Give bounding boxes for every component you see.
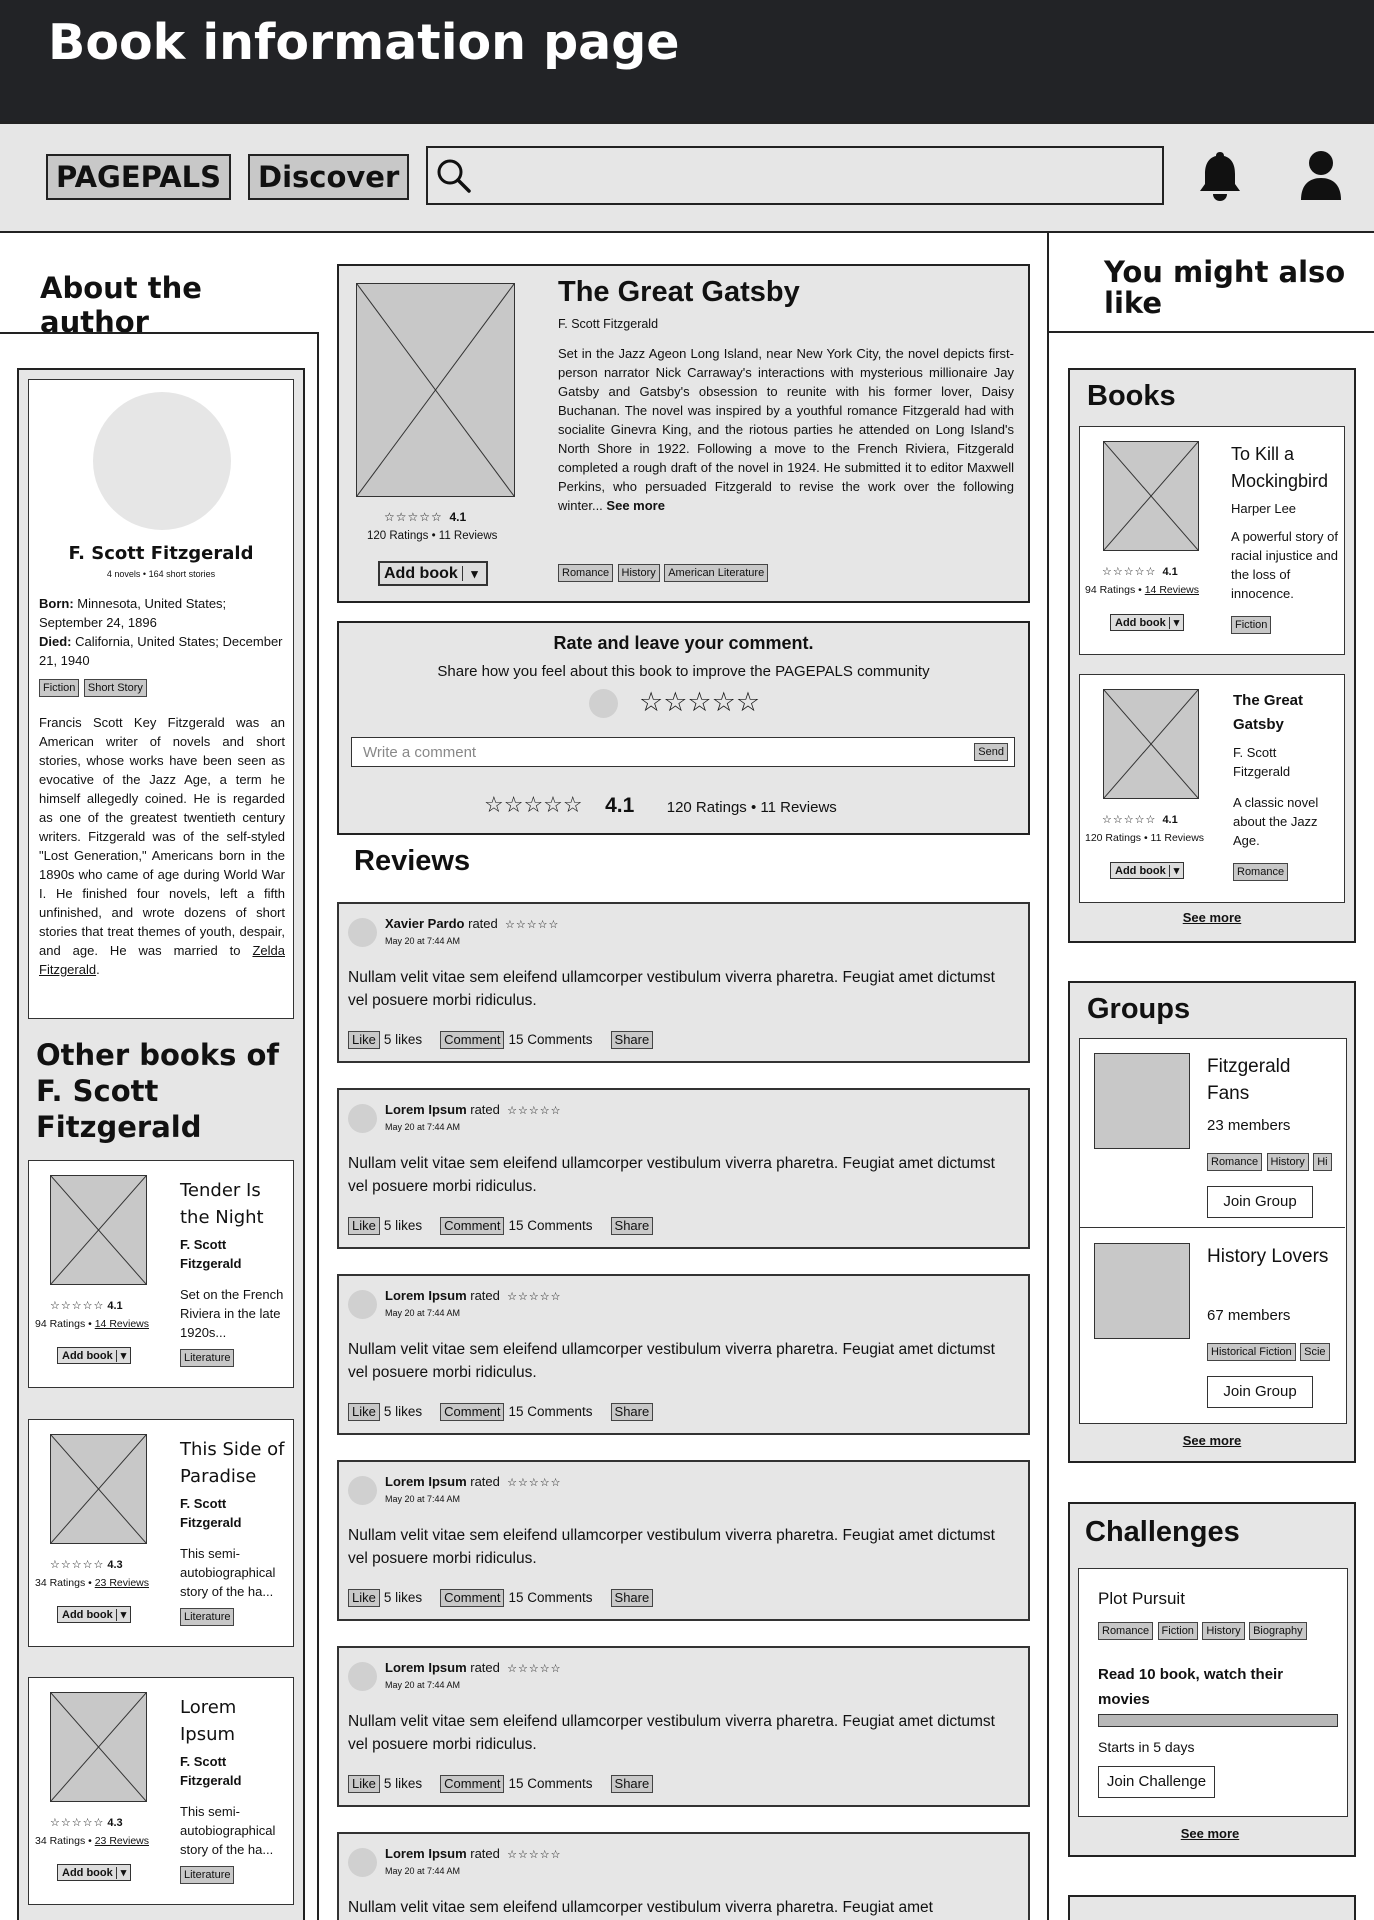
book-title[interactable]: This Side of Paradise	[180, 1439, 285, 1487]
review-actions	[348, 1031, 657, 1049]
about-author-header	[0, 233, 319, 339]
reviewer-line	[385, 1474, 561, 1489]
book-rating	[1102, 565, 1178, 578]
add-book-button[interactable]	[1110, 614, 1184, 631]
join-group-button[interactable]: Join Group	[1207, 1376, 1313, 1408]
book-description: This semi-autobiographical story of the ha...	[180, 1546, 276, 1599]
book-cover-placeholder	[50, 1434, 147, 1544]
send-button[interactable]: Send	[974, 743, 1008, 761]
rating-stars-icon: ☆☆☆☆☆	[507, 1848, 562, 1861]
book-rating	[50, 1299, 123, 1312]
comment-placeholder: Write a comment	[363, 744, 477, 761]
group-card[interactable]	[1080, 1229, 1345, 1421]
rating-value: 4.1	[605, 794, 635, 817]
groups-panel	[1068, 981, 1356, 1463]
reviews-link[interactable]: 14 Reviews	[1144, 584, 1199, 596]
reviews-title: Reviews	[354, 845, 471, 877]
add-book-button[interactable]	[1110, 862, 1184, 879]
book-title[interactable]: Lorem Ipsum	[180, 1697, 237, 1745]
reviewer-avatar	[348, 1104, 377, 1133]
rating-stars-icon: ☆☆☆☆☆	[507, 1662, 562, 1675]
rated-label: rated	[470, 1288, 500, 1303]
add-book-button[interactable]	[57, 1347, 131, 1364]
books-see-more-link[interactable]: See more	[1182, 910, 1242, 925]
challenges-panel	[1068, 1502, 1356, 1857]
search-input[interactable]	[426, 146, 1164, 205]
like-button[interactable]: Like	[348, 1589, 380, 1607]
book-title[interactable]: Tender Is the Night	[180, 1180, 264, 1228]
group-name[interactable]: History Lovers	[1207, 1246, 1329, 1267]
review-card	[337, 1274, 1030, 1435]
comment-button[interactable]: Comment	[440, 1217, 504, 1235]
challenges-section-title: Challenges	[1085, 1516, 1240, 1548]
author-bio-end: .	[96, 962, 100, 977]
book-ratings-count	[35, 1835, 149, 1847]
review-text: Nullam velit vitae sem eleifend ullamcorper vestibulum viverra pharetra. Feugiat amet dictumst vel posuere morbi ridiculus.	[348, 1713, 995, 1753]
like-button[interactable]: Like	[348, 1031, 380, 1049]
dropdown-arrow-icon[interactable]: ▾	[116, 1350, 127, 1362]
review-text: Nullam velit vitae sem eleifend ullamcorper vestibulum viverra pharetra. Feugiat amet dictumst vel posuere morbi ridiculus.	[348, 1155, 995, 1195]
rating-stars-icon: ☆☆☆☆☆	[507, 1476, 562, 1489]
other-book-card[interactable]	[28, 1419, 294, 1647]
reviewer-avatar	[348, 1848, 377, 1877]
other-books-title: Other books of F. Scott Fitzgerald	[36, 1038, 280, 1144]
like-button[interactable]: Like	[348, 1775, 380, 1793]
user-profile-icon[interactable]	[1299, 150, 1343, 200]
book-ratings-count	[35, 1577, 149, 1589]
book-ratings-count	[35, 1318, 149, 1330]
rating-value: 4.1	[1162, 814, 1178, 826]
group-tag[interactable]: Romance	[1207, 1153, 1262, 1171]
book-description	[558, 344, 1014, 515]
comment-button[interactable]: Comment	[440, 1031, 504, 1049]
challenge-name[interactable]: Plot Pursuit	[1098, 1589, 1185, 1608]
recommend-title: You might also like	[1104, 255, 1346, 320]
rating-stars-icon: ☆☆☆☆☆	[384, 510, 443, 524]
rated-label: rated	[468, 916, 498, 931]
other-book-card[interactable]	[28, 1160, 294, 1388]
book-description: This semi-autobiographical story of the ha...	[180, 1804, 276, 1857]
dropdown-arrow-icon[interactable]: ▾	[1169, 865, 1180, 877]
user-avatar	[589, 689, 618, 718]
review-text: Nullam velit vitae sem eleifend ullamcorper vestibulum viverra pharetra. Feugiat amet	[348, 1899, 933, 1916]
challenge-progress-bar	[1098, 1714, 1338, 1727]
logo-button[interactable]: PAGEPALS	[46, 154, 231, 200]
comments-count[interactable]: 15 Comments	[508, 1776, 593, 1791]
died-value: California, United States; December 21, 1940	[39, 634, 283, 668]
group-tag[interactable]: Hi	[1313, 1153, 1331, 1171]
group-members: 67 members	[1207, 1307, 1291, 1324]
group-tags	[1207, 1152, 1332, 1171]
group-name[interactable]: Fitzgerald Fans	[1207, 1056, 1291, 1104]
born-label: Born:	[39, 596, 74, 611]
spouse-link[interactable]: Zelda Fitzgerald	[39, 943, 285, 977]
page-title: Book information page	[48, 14, 680, 71]
group-card[interactable]	[1080, 1039, 1345, 1228]
book-description: A powerful story of racial injustice and the loss of innocence.	[1231, 529, 1338, 601]
author-bio	[39, 713, 285, 979]
book-author: F. Scott Fitzgerald	[180, 1496, 242, 1530]
reviews-link[interactable]: 23 Reviews	[94, 1577, 149, 1589]
header-bar	[0, 0, 1374, 121]
group-image-placeholder	[1094, 1053, 1190, 1149]
author-bio-text: Francis Scott Key Fitzgerald was an American writer of novels and short stories, whose works have been seen as evocative of the Jazz Age, a term he himself allegedly coined. He is regarded as one of the greatest twentieth century writers. Fitzgerald was of the self-styled "Lost Generation," Americans born in the 1890s who came of age during World War I. He finished four novels, left a fifth unfinished, and wrote dozens of short stories that treat themes of youth, despair, and age. He was married to	[39, 715, 285, 958]
reviewer-name[interactable]: Lorem Ipsum	[385, 1474, 467, 1489]
book-rating	[50, 1558, 123, 1571]
group-tags	[1207, 1342, 1330, 1361]
book-cover-placeholder	[50, 1175, 147, 1285]
dropdown-arrow-icon[interactable]: ▾	[116, 1609, 127, 1621]
challenge-tag[interactable]: Biography	[1249, 1622, 1307, 1640]
review-card	[337, 902, 1030, 1063]
review-text: Nullam velit vitae sem eleifend ullamcorper vestibulum viverra pharetra. Feugiat amet dictumst vel posuere morbi ridiculus.	[348, 969, 995, 1009]
author-dates	[39, 594, 285, 670]
book-author: F. Scott Fitzgerald	[180, 1754, 242, 1788]
book-ratings-line: 120 Ratings • 11 Reviews	[1085, 832, 1205, 844]
reviewer-avatar	[348, 1476, 377, 1505]
likes-count: 5 likes	[383, 1590, 423, 1605]
group-image-placeholder	[1094, 1243, 1190, 1339]
groups-list	[1079, 1038, 1347, 1424]
comment-button[interactable]: Comment	[440, 1589, 504, 1607]
add-book-button[interactable]	[57, 1864, 131, 1881]
review-date: May 20 at 7:44 AM	[385, 1680, 461, 1690]
book-author: Harper Lee	[1231, 501, 1297, 516]
challenge-tag[interactable]: History	[1202, 1622, 1244, 1640]
comments-count[interactable]: 15 Comments	[508, 1218, 593, 1233]
rated-label: rated	[470, 1102, 500, 1117]
comment-button[interactable]: Comment	[440, 1403, 504, 1421]
reviewer-name[interactable]: Lorem Ipsum	[385, 1660, 467, 1675]
reviewer-avatar	[348, 1662, 377, 1691]
book-tag[interactable]: Romance	[558, 564, 613, 582]
comments-count[interactable]: 15 Comments	[508, 1404, 593, 1419]
rate-title: Rate and leave your comment.	[553, 633, 814, 653]
navbar	[0, 121, 1374, 233]
review-card	[337, 1832, 1030, 1920]
book-title[interactable]: The Great Gatsby	[1233, 692, 1304, 733]
reviews-link[interactable]: 14 Reviews	[94, 1318, 149, 1330]
likes-count: 5 likes	[383, 1218, 423, 1233]
challenge-tag[interactable]: Romance	[1098, 1622, 1153, 1640]
ratings-line: 120 Ratings • 11 Reviews	[666, 799, 837, 816]
ratings-count: 34 Ratings •	[35, 1835, 92, 1847]
born-value: Minnesota, United States; September 24, 1896	[39, 596, 227, 630]
add-book-button[interactable]	[57, 1606, 131, 1623]
rating-value: 4.3	[107, 1817, 123, 1829]
rating-stars-icon: ☆☆☆☆☆	[484, 793, 583, 818]
rating-stars-icon: ☆☆☆☆☆	[507, 1104, 562, 1117]
genre-chip[interactable]: Fiction	[39, 679, 79, 697]
likes-count: 5 likes	[383, 1776, 423, 1791]
share-button[interactable]: Share	[611, 1775, 654, 1793]
rated-label: rated	[470, 1660, 500, 1675]
group-tag[interactable]: Historical Fiction	[1207, 1343, 1296, 1361]
author-genres	[39, 678, 147, 697]
book-tag[interactable]: Romance	[1233, 863, 1288, 881]
comments-count[interactable]: 15 Comments	[508, 1032, 593, 1047]
rating-stars-icon: ☆☆☆☆☆	[507, 1290, 562, 1303]
rated-label: rated	[470, 1474, 500, 1489]
search-icon	[434, 156, 474, 196]
rating-value: 4.1	[1162, 566, 1178, 578]
groups-see-more-link[interactable]: See more	[1182, 1433, 1242, 1448]
died-label: Died:	[39, 634, 72, 649]
reviewer-name[interactable]: Xavier Pardo	[385, 916, 465, 931]
reviewer-name[interactable]: Lorem Ipsum	[385, 1102, 467, 1117]
group-tag[interactable]: History	[1267, 1153, 1309, 1171]
review-date: May 20 at 7:44 AM	[385, 1308, 461, 1318]
book-tags	[558, 563, 768, 582]
book-description-text: Set in the Jazz Ageon Long Island, near New York City, the novel depicts first-person narrator Nick Carraway's interactions with mysterious millionaire Jay Gatsby and Gatsby's obsession to reunite with his former lover, Daisy Buchanan. The novel was inspired by a youthful romance Fitzgerald had with socialite Ginevra King, and the riotous parties he attended on Long Island's North Shore in 1922. Following a move to the French Riviera, Fitzgerald completed a rough draft of the novel in 1924. He submitted it to editor Maxwell Perkins, who persuaded Fitzgerald to revise the work over the following winter...	[558, 346, 1014, 513]
author-stats: 4 novels • 164 short stories	[106, 569, 216, 579]
book-tag[interactable]: Literature	[180, 1608, 234, 1626]
review-actions	[348, 1217, 657, 1235]
reviewer-line	[385, 1846, 561, 1861]
book-author: F. Scott Fitzgerald	[180, 1237, 242, 1271]
share-button[interactable]: Share	[611, 1031, 654, 1049]
rating-stars-icon: ☆☆☆☆☆	[50, 1816, 105, 1829]
next-panel-partial	[1068, 1895, 1356, 1920]
review-card	[337, 1646, 1030, 1807]
recommend-books-panel	[1068, 368, 1356, 943]
book-tag[interactable]: History	[618, 564, 660, 582]
book-cover-placeholder	[1103, 441, 1199, 551]
reviewer-avatar	[348, 1290, 377, 1319]
rating-value: 4.3	[107, 1559, 123, 1571]
add-book-label: Add book	[62, 1867, 113, 1879]
book-description: A classic novel about the Jazz Age.	[1233, 795, 1319, 848]
challenges-see-more-link[interactable]: See more	[1180, 1826, 1240, 1841]
review-text: Nullam velit vitae sem eleifend ullamcorper vestibulum viverra pharetra. Feugiat amet dictumst vel posuere morbi ridiculus.	[348, 1341, 995, 1381]
book-description: Set on the French Riviera in the late 1920s...	[180, 1287, 284, 1340]
book-cover-placeholder	[1103, 689, 1199, 799]
recommended-book-card[interactable]	[1079, 674, 1345, 903]
reviewer-line	[385, 1660, 561, 1675]
genre-chip[interactable]: Short Story	[84, 679, 147, 697]
rating-stars-icon: ☆☆☆☆☆	[1102, 565, 1157, 578]
book-tag[interactable]: Literature	[180, 1349, 234, 1367]
reviewer-line	[385, 916, 559, 931]
book-title: The Great Gatsby	[558, 276, 800, 308]
review-card	[337, 1460, 1030, 1621]
about-author-title: About the author	[40, 271, 202, 339]
rating-value: 4.1	[107, 1300, 123, 1312]
rating-value: 4.1	[449, 510, 467, 524]
rate-stars-input-icon[interactable]: ☆☆☆☆☆	[639, 687, 761, 718]
review-text: Nullam velit vitae sem eleifend ullamcorper vestibulum viverra pharetra. Feugiat amet dictumst vel posuere morbi ridiculus.	[348, 1527, 995, 1567]
ratings-count: 94 Ratings •	[35, 1318, 92, 1330]
book-author[interactable]: F. Scott Fitzgerald	[558, 317, 659, 331]
book-ratings-count	[1085, 584, 1199, 596]
review-date: May 20 at 7:44 AM	[385, 1866, 461, 1876]
ratings-count: 34 Ratings •	[35, 1577, 92, 1589]
review-actions	[348, 1403, 657, 1421]
rated-label: rated	[470, 1846, 500, 1861]
book-tag[interactable]: Fiction	[1231, 616, 1271, 634]
group-members: 23 members	[1207, 1117, 1291, 1134]
author-card	[28, 379, 294, 1019]
book-details-card	[337, 264, 1030, 603]
share-button[interactable]: Share	[611, 1403, 654, 1421]
reviewer-line	[385, 1288, 561, 1303]
author-name: F. Scott Fitzgerald	[68, 543, 254, 564]
comment-button[interactable]: Comment	[440, 1775, 504, 1793]
share-button[interactable]: Share	[611, 1589, 654, 1607]
like-button[interactable]: Like	[348, 1217, 380, 1235]
recommend-header	[1049, 233, 1374, 333]
ratings-count: 94 Ratings •	[1085, 584, 1142, 596]
rating-stars-icon: ☆☆☆☆☆	[50, 1558, 105, 1571]
review-date: May 20 at 7:44 AM	[385, 1122, 461, 1132]
book-tag[interactable]: American Literature	[664, 564, 768, 582]
add-book-label: Add book	[1115, 617, 1166, 629]
group-tag[interactable]: Scie	[1300, 1343, 1329, 1361]
join-group-button[interactable]: Join Group	[1207, 1186, 1313, 1218]
like-button[interactable]: Like	[348, 1403, 380, 1421]
see-more-link[interactable]: See more	[606, 498, 665, 513]
notification-bell-icon[interactable]	[1197, 150, 1243, 202]
add-book-label: Add book	[62, 1350, 113, 1362]
reviewer-name[interactable]: Lorem Ipsum	[385, 1288, 467, 1303]
add-book-button[interactable]	[378, 561, 488, 586]
book-author: F. Scott Fitzgerald	[1233, 745, 1291, 779]
challenge-card[interactable]	[1078, 1568, 1348, 1817]
comment-input[interactable]	[351, 737, 1015, 767]
book-rating	[1102, 813, 1178, 826]
likes-count: 5 likes	[383, 1404, 423, 1419]
rate-comment-card	[337, 621, 1030, 835]
add-book-label: Add book	[62, 1609, 113, 1621]
rating-stars-icon: ☆☆☆☆☆	[50, 1299, 105, 1312]
dropdown-arrow-icon[interactable]: ▾	[462, 566, 482, 581]
rating-summary	[484, 793, 837, 818]
reviews-link[interactable]: 23 Reviews	[94, 1835, 149, 1847]
challenge-tags	[1098, 1621, 1307, 1640]
rating-stars-icon: ☆☆☆☆☆	[1102, 813, 1157, 826]
reviewer-avatar	[348, 918, 377, 947]
review-actions	[348, 1589, 657, 1607]
rate-subtitle: Share how you feel about this book to improve the PAGEPALS community	[437, 663, 930, 680]
books-section-title: Books	[1087, 380, 1176, 412]
review-date: May 20 at 7:44 AM	[385, 1494, 461, 1504]
review-date: May 20 at 7:44 AM	[385, 936, 461, 946]
discover-button[interactable]: Discover	[248, 154, 409, 200]
share-button[interactable]: Share	[611, 1217, 654, 1235]
book-ratings-line: 120 Ratings • 11 Reviews	[367, 530, 498, 542]
challenge-tag[interactable]: Fiction	[1158, 1622, 1198, 1640]
author-avatar	[93, 392, 231, 530]
author-panel	[17, 368, 305, 1920]
challenge-goal: Read 10 book, watch their movies	[1098, 1666, 1284, 1708]
add-book-label: Add book	[1115, 865, 1166, 877]
join-challenge-button[interactable]: Join Challenge	[1098, 1766, 1215, 1798]
challenge-starts: Starts in 5 days	[1098, 1739, 1195, 1755]
book-cover-placeholder	[356, 283, 515, 497]
dropdown-arrow-icon[interactable]: ▾	[116, 1867, 127, 1879]
likes-count: 5 likes	[383, 1032, 423, 1047]
comments-count[interactable]: 15 Comments	[508, 1590, 593, 1605]
groups-section-title: Groups	[1087, 993, 1191, 1025]
book-tag[interactable]: Literature	[180, 1866, 234, 1884]
add-book-label: Add book	[384, 565, 458, 582]
rating-stars-icon: ☆☆☆☆☆	[505, 918, 560, 931]
dropdown-arrow-icon[interactable]: ▾	[1169, 617, 1180, 629]
reviewer-name[interactable]: Lorem Ipsum	[385, 1846, 467, 1861]
recommended-book-card[interactable]	[1079, 426, 1345, 655]
reviewer-line	[385, 1102, 561, 1117]
book-rating	[50, 1816, 123, 1829]
review-card	[337, 1088, 1030, 1249]
book-title[interactable]: To Kill a Mockingbird	[1231, 444, 1329, 491]
book-rating	[384, 510, 466, 524]
review-actions	[348, 1775, 657, 1793]
other-book-card[interactable]	[28, 1677, 294, 1905]
book-cover-placeholder	[50, 1692, 147, 1802]
